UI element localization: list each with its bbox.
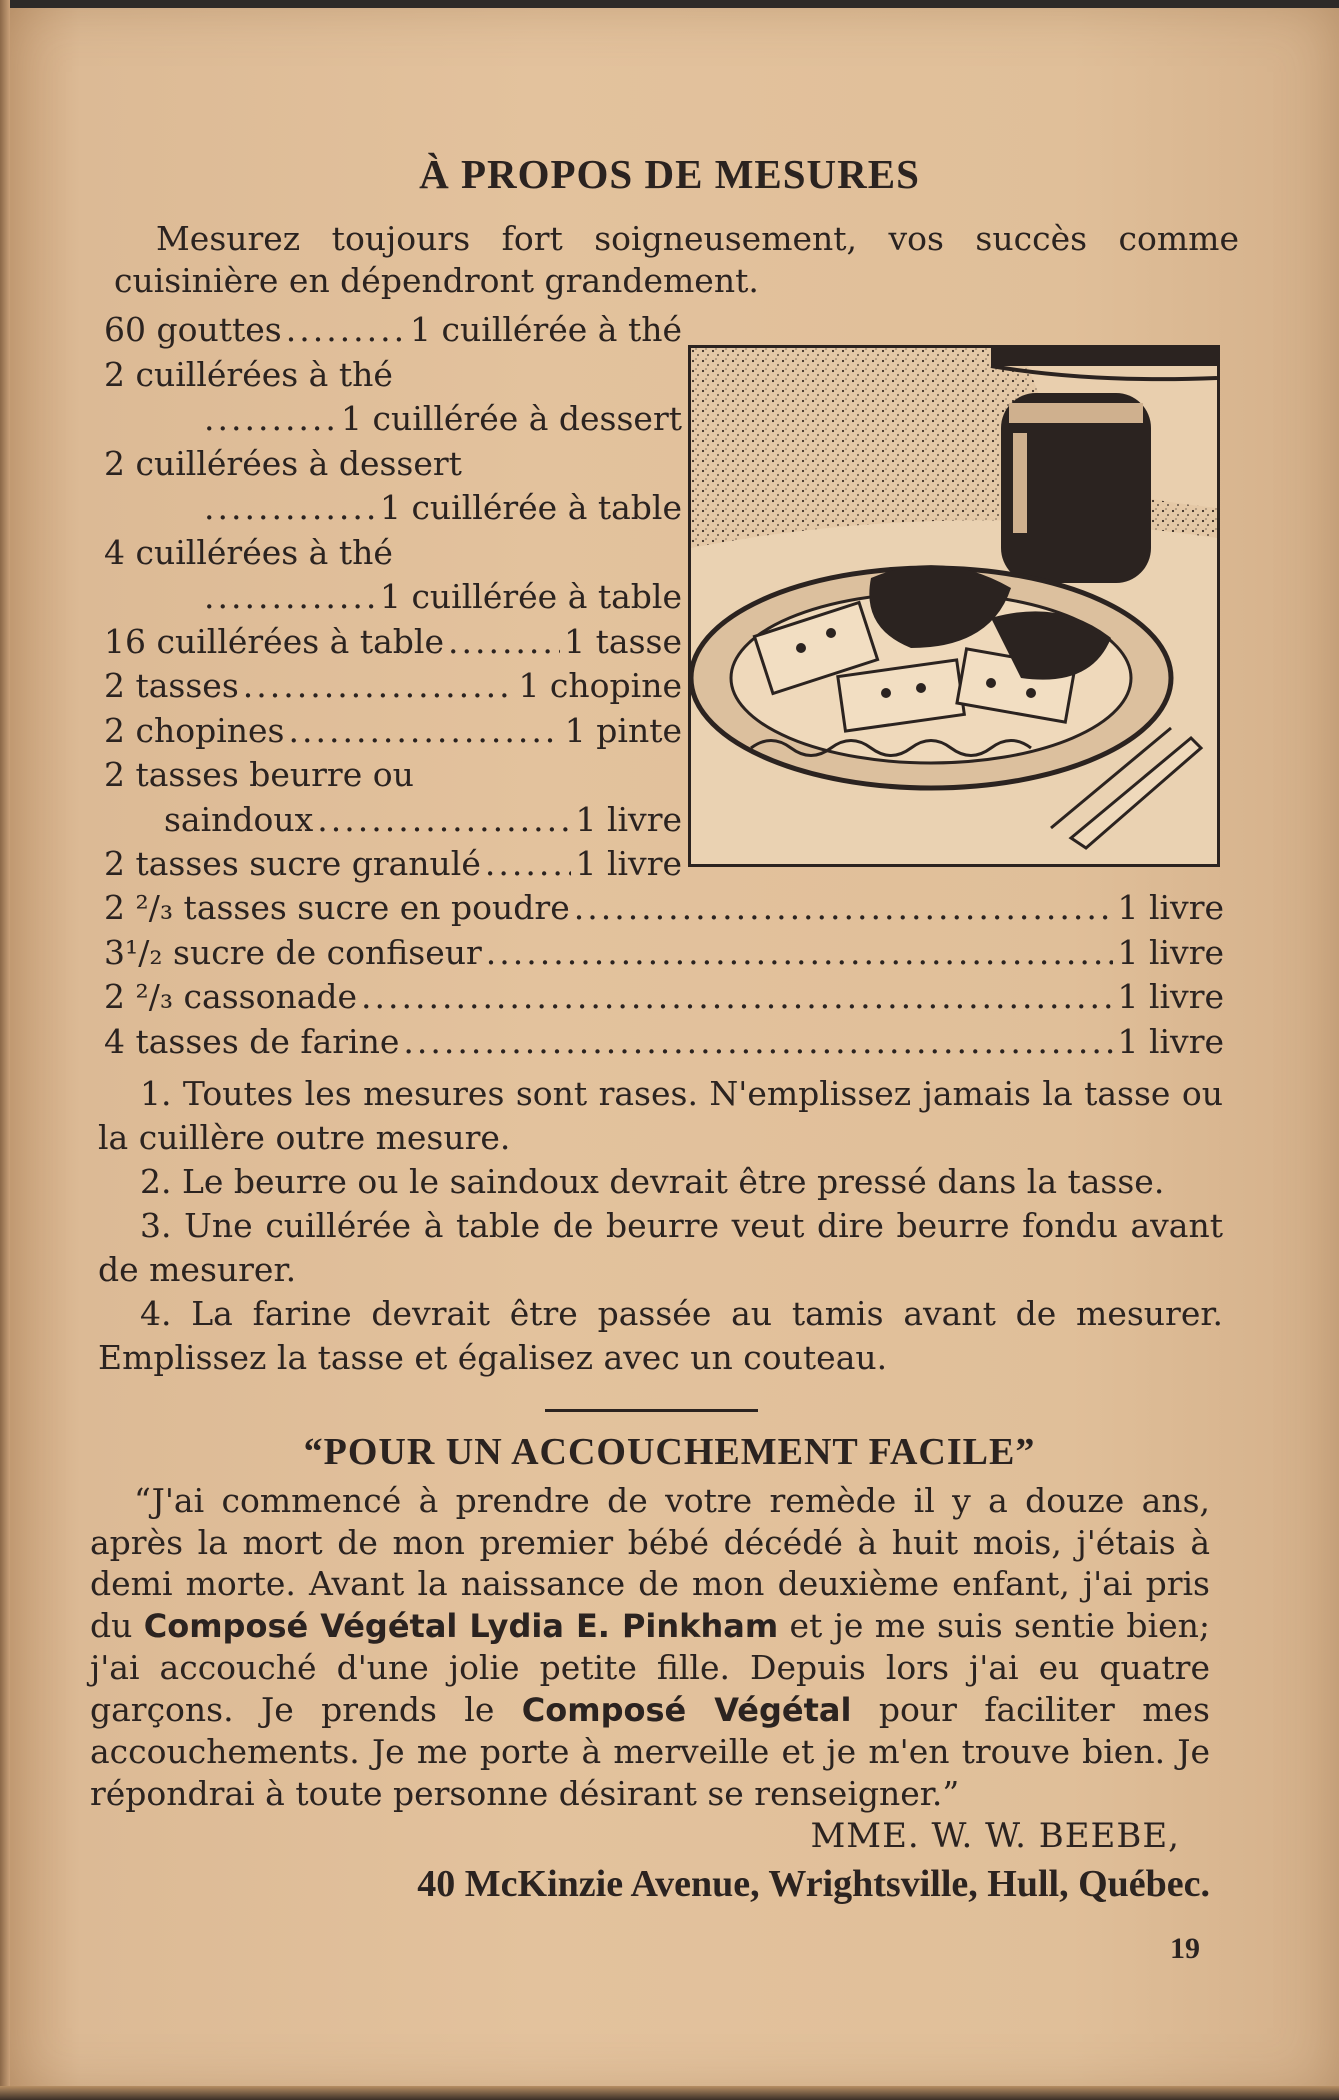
- measure-left: 2 ²/₃ cassonade: [104, 977, 358, 1016]
- brand-name: Composé Végétal Lydia E. Pinkham: [143, 1606, 779, 1645]
- measures-list: [104, 308, 682, 887]
- page-number: 19: [1170, 1932, 1200, 1965]
- note-item: 1. Toutes les mesures sont rases. N'emplissez jamais la tasse ou la cuillère outre mesure.: [98, 1074, 1223, 1157]
- measure-right: 1 chopine: [518, 666, 682, 705]
- measure-right: 1 livre: [1117, 888, 1224, 927]
- note-item: 4. La farine devrait être passée au tamis avant de mesurer. Emplissez la tasse et égalisez avec un couteau.: [98, 1294, 1223, 1377]
- measure-row: [104, 531, 682, 576]
- testimonial-text: “J'ai commencé à prendre de votre remède il y a douze ans, après la mort de mon premier bébé décédé à huit mois, j'étais à demi morte. Avant la naissance de mon deuxième enfant, j'ai pris du: [90, 1481, 1210, 1645]
- page-edge-bottom: [0, 2086, 1339, 2100]
- measure-row: [104, 620, 682, 665]
- measure-right: 1 tasse: [564, 621, 682, 661]
- measure-row: [104, 397, 682, 442]
- measure-right: 1 cuillérée à dessert: [341, 399, 682, 438]
- measure-left: 3¹/₂ sucre de confiseur: [104, 932, 482, 972]
- measure-right: 1 livre: [575, 799, 682, 839]
- measure-left: 4 cuillérées à thé: [104, 532, 393, 572]
- measure-left: 2 tasses beurre ou: [104, 755, 414, 794]
- measure-right: 1 cuillérée à table: [379, 577, 682, 616]
- intro-paragraph: Mesurez toujours fort soigneusement, vos succès comme cuisinière en dépendront grandement.: [114, 219, 1239, 300]
- measure-row: [104, 709, 682, 754]
- testimonial-paragraph: [90, 1480, 1210, 1814]
- food-illustration: [688, 345, 1220, 867]
- page-edge-top: [0, 0, 1339, 8]
- measurement-notes: [98, 1072, 1223, 1380]
- measure-right: 1 livre: [1117, 977, 1224, 1016]
- testimonial-address: 40 McKinzie Avenue, Wrightsville, Hull, Québec.: [417, 1863, 1210, 1905]
- measure-left: 2 tasses: [104, 666, 239, 705]
- measure-row: [104, 353, 682, 398]
- food-plate-illustration: [691, 348, 1217, 864]
- measure-row: [104, 308, 682, 353]
- measure-row: [104, 798, 682, 843]
- measure-right: 1 cuillérée à table: [379, 488, 682, 527]
- measure-left: 2 tasses sucre granulé: [104, 844, 481, 883]
- measure-right: 1 livre: [1117, 1021, 1224, 1061]
- measure-row: [104, 442, 682, 487]
- measure-row: [104, 664, 682, 709]
- measure-row: [104, 886, 1224, 931]
- measure-row: [104, 753, 682, 798]
- section-title: À PROPOS DE MESURES: [419, 151, 920, 197]
- measure-row: [104, 842, 682, 887]
- measure-row: [104, 931, 1224, 976]
- measure-right: 1 pinte: [564, 710, 682, 750]
- testimonial-signature: MME. W. W. BEEBE,: [810, 1816, 1180, 1856]
- note-item: 3. Une cuillérée à table de beurre veut dire beurre fondu avant de mesurer.: [98, 1206, 1223, 1289]
- brand-name: Composé Végétal: [521, 1690, 852, 1729]
- page-edge-left: [0, 0, 10, 2100]
- measure-left: 2 ²/₃ tasses sucre en poudre: [104, 888, 570, 927]
- testimonial-text: pour faciliter mes accouchements. Je me porte à merveille et je m'en trouve bien. Je répondrai à toute personne désirant se renseigner.”: [90, 1689, 1210, 1813]
- section-divider: [545, 1409, 758, 1412]
- measure-right: 1 livre: [1117, 932, 1224, 972]
- measure-left: 2 cuillérées à dessert: [104, 443, 462, 483]
- measure-left: 16 cuillérées à table: [104, 621, 444, 661]
- measure-right: 1 cuillérée à thé: [410, 310, 682, 349]
- measure-left: 2 cuillérées à thé: [104, 354, 393, 394]
- measure-row: [104, 1020, 1224, 1065]
- measure-left: 2 chopines: [104, 710, 285, 750]
- measure-row: [104, 575, 682, 620]
- measure-left: 60 gouttes: [104, 310, 282, 349]
- measure-row: [104, 975, 1224, 1020]
- measure-row: [104, 486, 682, 531]
- testimonial-title: “POUR UN ACCOUCHEMENT FACILE”: [303, 1431, 1036, 1473]
- measures-list-full-width: [104, 886, 1224, 1064]
- note-item: 2. Le beurre ou le saindoux devrait être pressé dans la tasse.: [140, 1162, 1165, 1201]
- measure-right: 1 livre: [575, 844, 682, 883]
- measure-left: saindoux: [164, 799, 314, 839]
- testimonial-text: et je me suis sentie bien; j'ai accouché d'une jolie petite fille. Depuis lors j'ai eu quatre garçons. Je prends le: [90, 1605, 1210, 1729]
- measure-left: 4 tasses de farine: [104, 1021, 400, 1061]
